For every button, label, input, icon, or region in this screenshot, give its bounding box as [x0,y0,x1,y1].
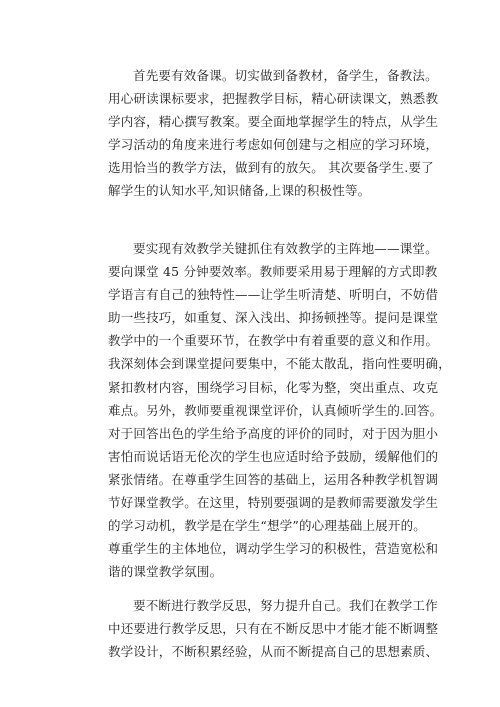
text-line: 紧张情绪。在尊重学生回答的基础上，运用各种教学机智调 [108,471,439,487]
text-line: 教学中的一个重要环节，在教学中有着重要的意义和作用。 [108,333,439,349]
text-line: 对于回答出色的学生给予高度的评价的同时，对于因为胆小 [108,425,439,441]
text-line: 用心研读课标要求，把握教学目标，精心研读课文，熟悉教 [108,91,439,107]
text-line: 教学设计，不断积累经验，从而不断提高自己的思想素质、 [108,644,439,660]
text-line: 谐的课堂教学氛围。 [108,564,223,580]
paragraph-effective-preparation [108,64,439,203]
text-line: 助一些技巧，如重复、深入浅出、抑扬顿挫等。提问是课堂 [108,310,439,326]
text-line: 中还要进行教学反思，只有在不断反思中才能才能不断调整 [108,621,439,637]
text-line: 尊重学生的主体地位，调动学生学习的积极性，营造宽松和 [108,541,439,557]
paragraph-classroom-efficiency [108,237,451,583]
text-line: 解学生的认知水平,知识储备,上课的积极性等。 [108,183,371,199]
text-line: 要向课堂 45 分钟要效率。教师要采用易于理解的方式即教 [108,264,438,280]
text-line: 首先要有效备课。切实做到备教材，备学生，备教法。 [133,68,438,83]
text-line: 节好课堂教学。在这里，特别要强调的是教师需要激发学生 [108,495,439,511]
text-line: 难点。另外，教师要重视课堂评价，认真倾听学生的.回答。 [108,402,443,418]
text-line: 学内容，精心撰写教案。要全面地掌握学生的特点，从学生 [108,114,439,130]
text-line: 要不断进行教学反思，努力提升自己。我们在教学工作 [133,598,438,613]
text-line: 我深刻体会到课堂提问要集中，不能太散乱，指向性要明确， [108,356,451,372]
text-line: 害怕而说话语无伦次的学生也应适时给予鼓励，缓解他们的 [108,448,439,464]
text-line: 学习活动的角度来进行考虑如何创建与之相应的学习环境， [108,137,439,153]
text-line: 紧扣教材内容，围绕学习目标，化零为整，突出重点、攻克 [108,379,439,395]
paragraph-teaching-reflection [108,594,439,663]
text-line: 的学习动机，教学是在学生“想学”的心理基础上展开的。 [108,518,426,534]
text-line: 选用恰当的教学方法，做到有的放矢。 其次要备学生.要了 [108,160,434,176]
text-line: 学语言有自己的独特性——让学生听清楚、听明白，不妨借 [108,287,439,303]
text-line: 要实现有效教学关键抓住有效教学的主阵地——课堂。 [133,241,438,256]
